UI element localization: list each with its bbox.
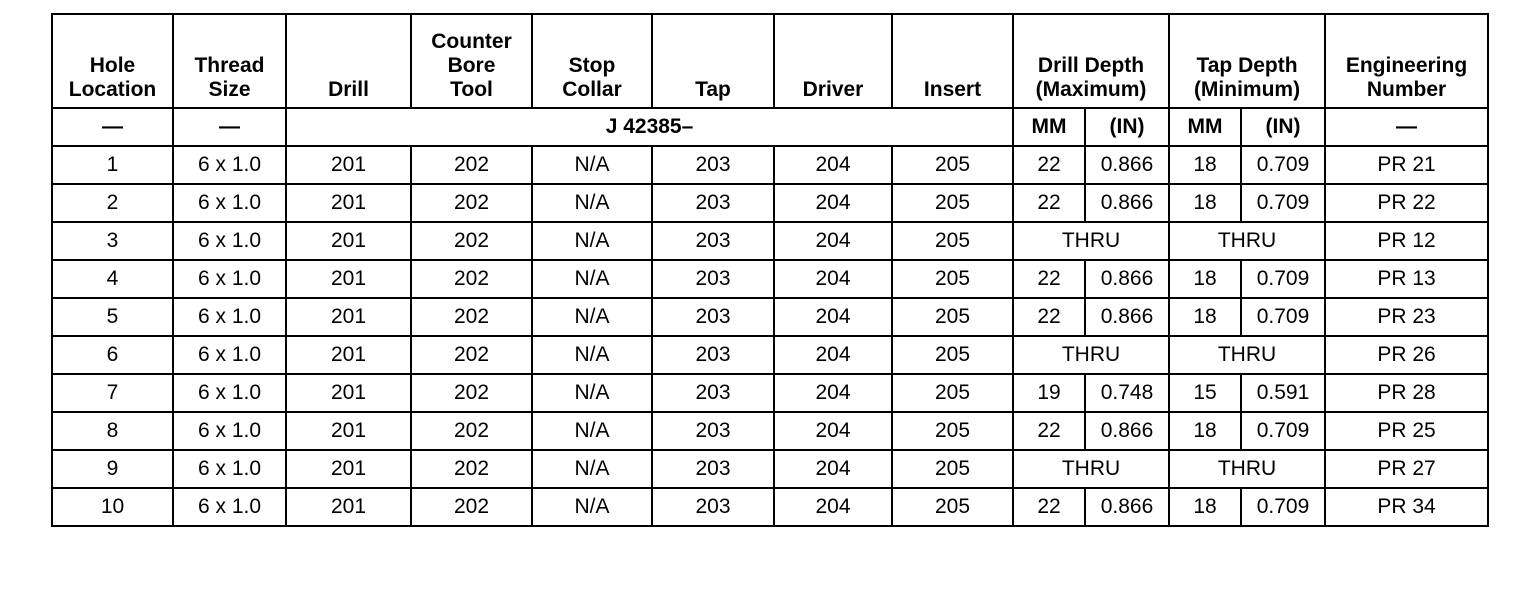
cell-stop-collar: N/A [532, 146, 652, 184]
cell-tap: 203 [652, 336, 774, 374]
cell-insert: 205 [892, 412, 1013, 450]
cell-drill-depth-thru: THRU [1013, 336, 1169, 374]
cell-engineering-number: PR 23 [1325, 298, 1488, 336]
subheader-thread-size: — [173, 108, 286, 146]
cell-drill-depth-mm: 22 [1013, 260, 1085, 298]
cell-hole-location: 6 [52, 336, 173, 374]
cell-hole-location: 10 [52, 488, 173, 526]
cell-drill: 201 [286, 450, 411, 488]
col-header-hole-location: Hole Location [52, 14, 173, 108]
cell-counter-bore-tool: 202 [411, 336, 532, 374]
cell-stop-collar: N/A [532, 336, 652, 374]
cell-counter-bore-tool: 202 [411, 146, 532, 184]
cell-tap-depth-mm: 18 [1169, 412, 1241, 450]
cell-counter-bore-tool: 202 [411, 412, 532, 450]
cell-counter-bore-tool: 202 [411, 260, 532, 298]
cell-drill: 201 [286, 336, 411, 374]
table-row [52, 146, 1488, 184]
table-row [52, 450, 1488, 488]
cell-drill: 201 [286, 374, 411, 412]
cell-insert: 205 [892, 374, 1013, 412]
cell-drill-depth-mm: 22 [1013, 184, 1085, 222]
cell-tap-depth-thru: THRU [1169, 450, 1325, 488]
cell-counter-bore-tool: 202 [411, 222, 532, 260]
col-header-thread-size: Thread Size [173, 14, 286, 108]
col-header-drill: Drill [286, 14, 411, 108]
cell-drill-depth-in: 0.866 [1085, 184, 1169, 222]
cell-tap: 203 [652, 260, 774, 298]
subheader-drill-in: (IN) [1085, 108, 1169, 146]
subheader-engineering: — [1325, 108, 1488, 146]
cell-tap: 203 [652, 184, 774, 222]
cell-drill-depth-mm: 22 [1013, 298, 1085, 336]
cell-counter-bore-tool: 202 [411, 374, 532, 412]
table-row [52, 488, 1488, 526]
cell-driver: 204 [774, 374, 892, 412]
col-header-insert: Insert [892, 14, 1013, 108]
cell-drill: 201 [286, 488, 411, 526]
cell-thread-size: 6 x 1.0 [173, 336, 286, 374]
cell-counter-bore-tool: 202 [411, 298, 532, 336]
col-header-engineering-number: Engineering Number [1325, 14, 1488, 108]
cell-drill-depth-mm: 22 [1013, 412, 1085, 450]
cell-engineering-number: PR 34 [1325, 488, 1488, 526]
subheader-hole-location: — [52, 108, 173, 146]
cell-drill-depth-in: 0.866 [1085, 412, 1169, 450]
cell-engineering-number: PR 25 [1325, 412, 1488, 450]
cell-tap-depth-thru: THRU [1169, 336, 1325, 374]
cell-hole-location: 3 [52, 222, 173, 260]
cell-driver: 204 [774, 222, 892, 260]
cell-tap-depth-in: 0.709 [1241, 260, 1325, 298]
cell-drill: 201 [286, 298, 411, 336]
col-header-counter-bore-tool: Counter Bore Tool [411, 14, 532, 108]
cell-drill-depth-thru: THRU [1013, 450, 1169, 488]
cell-insert: 205 [892, 488, 1013, 526]
cell-driver: 204 [774, 488, 892, 526]
cell-drill-depth-mm: 22 [1013, 146, 1085, 184]
cell-tap: 203 [652, 488, 774, 526]
cell-engineering-number: PR 21 [1325, 146, 1488, 184]
cell-drill-depth-in: 0.866 [1085, 260, 1169, 298]
col-header-stop-collar: Stop Collar [532, 14, 652, 108]
cell-tap-depth-mm: 18 [1169, 298, 1241, 336]
cell-drill-depth-mm: 22 [1013, 488, 1085, 526]
cell-stop-collar: N/A [532, 488, 652, 526]
cell-stop-collar: N/A [532, 260, 652, 298]
cell-driver: 204 [774, 412, 892, 450]
cell-tap-depth-in: 0.709 [1241, 488, 1325, 526]
cell-driver: 204 [774, 184, 892, 222]
cell-tap-depth-mm: 18 [1169, 260, 1241, 298]
table-row [52, 412, 1488, 450]
cell-tap-depth-in: 0.709 [1241, 184, 1325, 222]
cell-tap: 203 [652, 298, 774, 336]
cell-insert: 205 [892, 222, 1013, 260]
cell-drill-depth-mm: 19 [1013, 374, 1085, 412]
cell-tap-depth-in: 0.591 [1241, 374, 1325, 412]
cell-tap: 203 [652, 450, 774, 488]
cell-tap: 203 [652, 412, 774, 450]
cell-engineering-number: PR 26 [1325, 336, 1488, 374]
cell-tap-depth-mm: 18 [1169, 146, 1241, 184]
table-row [52, 222, 1488, 260]
cell-stop-collar: N/A [532, 412, 652, 450]
cell-engineering-number: PR 13 [1325, 260, 1488, 298]
cell-drill-depth-in: 0.748 [1085, 374, 1169, 412]
col-header-tap: Tap [652, 14, 774, 108]
cell-hole-location: 4 [52, 260, 173, 298]
cell-tap: 203 [652, 374, 774, 412]
cell-tap-depth-in: 0.709 [1241, 412, 1325, 450]
tool-spec-table [51, 13, 1489, 527]
cell-drill: 201 [286, 412, 411, 450]
cell-tap-depth-in: 0.709 [1241, 146, 1325, 184]
cell-insert: 205 [892, 450, 1013, 488]
cell-driver: 204 [774, 146, 892, 184]
cell-driver: 204 [774, 450, 892, 488]
cell-stop-collar: N/A [532, 450, 652, 488]
cell-tap-depth-mm: 18 [1169, 184, 1241, 222]
cell-counter-bore-tool: 202 [411, 450, 532, 488]
cell-thread-size: 6 x 1.0 [173, 450, 286, 488]
cell-stop-collar: N/A [532, 298, 652, 336]
cell-tap-depth-mm: 15 [1169, 374, 1241, 412]
cell-thread-size: 6 x 1.0 [173, 412, 286, 450]
cell-drill-depth-in: 0.866 [1085, 146, 1169, 184]
cell-drill: 201 [286, 184, 411, 222]
subheader-tool-prefix: J 42385– [286, 108, 1013, 146]
cell-tap: 203 [652, 146, 774, 184]
col-header-driver: Driver [774, 14, 892, 108]
cell-drill: 201 [286, 260, 411, 298]
table-row [52, 298, 1488, 336]
cell-insert: 205 [892, 184, 1013, 222]
subheader-row [52, 108, 1488, 146]
col-header-drill-depth: Drill Depth (Maximum) [1013, 14, 1169, 108]
cell-engineering-number: PR 28 [1325, 374, 1488, 412]
cell-insert: 205 [892, 260, 1013, 298]
cell-hole-location: 7 [52, 374, 173, 412]
cell-drill: 201 [286, 222, 411, 260]
col-header-tap-depth: Tap Depth (Minimum) [1169, 14, 1325, 108]
cell-insert: 205 [892, 298, 1013, 336]
cell-engineering-number: PR 27 [1325, 450, 1488, 488]
cell-counter-bore-tool: 202 [411, 184, 532, 222]
table-row [52, 260, 1488, 298]
cell-tap-depth-in: 0.709 [1241, 298, 1325, 336]
cell-stop-collar: N/A [532, 374, 652, 412]
cell-drill-depth-thru: THRU [1013, 222, 1169, 260]
table-row [52, 184, 1488, 222]
cell-thread-size: 6 x 1.0 [173, 222, 286, 260]
cell-thread-size: 6 x 1.0 [173, 488, 286, 526]
header-row [52, 14, 1488, 108]
subheader-tap-mm: MM [1169, 108, 1241, 146]
cell-thread-size: 6 x 1.0 [173, 184, 286, 222]
cell-drill-depth-in: 0.866 [1085, 488, 1169, 526]
cell-drill-depth-in: 0.866 [1085, 298, 1169, 336]
cell-thread-size: 6 x 1.0 [173, 260, 286, 298]
cell-drill: 201 [286, 146, 411, 184]
cell-engineering-number: PR 22 [1325, 184, 1488, 222]
subheader-drill-mm: MM [1013, 108, 1085, 146]
cell-stop-collar: N/A [532, 222, 652, 260]
cell-tap: 203 [652, 222, 774, 260]
cell-thread-size: 6 x 1.0 [173, 146, 286, 184]
table-row [52, 336, 1488, 374]
cell-hole-location: 2 [52, 184, 173, 222]
cell-engineering-number: PR 12 [1325, 222, 1488, 260]
cell-hole-location: 1 [52, 146, 173, 184]
table-row [52, 374, 1488, 412]
cell-insert: 205 [892, 146, 1013, 184]
cell-driver: 204 [774, 298, 892, 336]
cell-driver: 204 [774, 336, 892, 374]
cell-hole-location: 8 [52, 412, 173, 450]
cell-tap-depth-mm: 18 [1169, 488, 1241, 526]
subheader-tap-in: (IN) [1241, 108, 1325, 146]
cell-thread-size: 6 x 1.0 [173, 298, 286, 336]
cell-stop-collar: N/A [532, 184, 652, 222]
cell-counter-bore-tool: 202 [411, 488, 532, 526]
cell-driver: 204 [774, 260, 892, 298]
cell-thread-size: 6 x 1.0 [173, 374, 286, 412]
cell-hole-location: 9 [52, 450, 173, 488]
cell-tap-depth-thru: THRU [1169, 222, 1325, 260]
cell-insert: 205 [892, 336, 1013, 374]
cell-hole-location: 5 [52, 298, 173, 336]
